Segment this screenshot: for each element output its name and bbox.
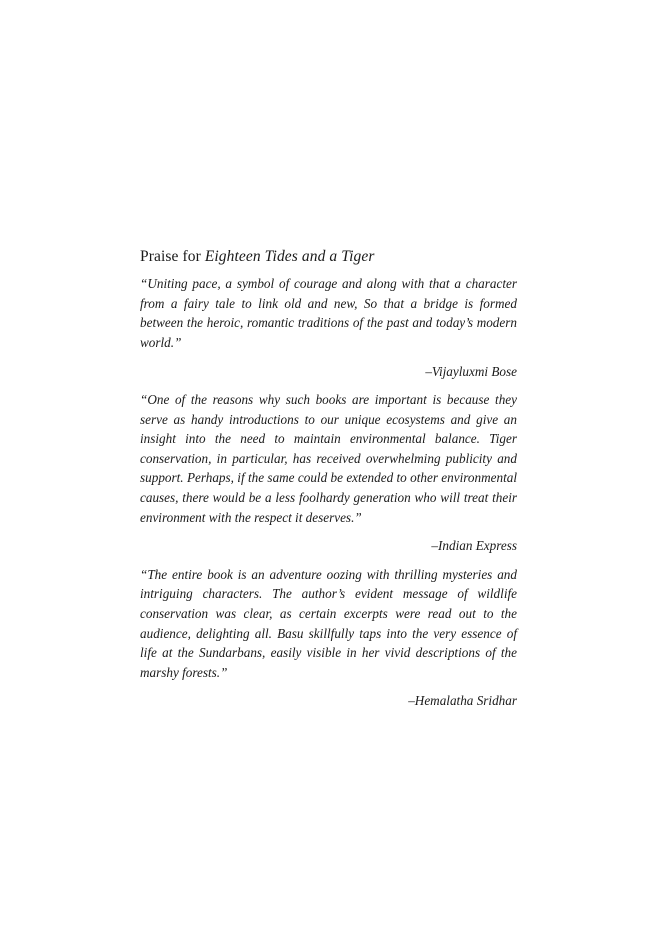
testimonial-quote-2: “One of the reasons why such books are important is because they serve as handy introductions to our unique ecosystems and give an insight into the need to maintain environmental balance. Tiger conservation, in particular, has received overwhelming publicity and support. Perhaps, if the same could be extended to other environmental causes, there would be a less foolhardy generation who will treat their environment with the respect it deserves.” [140, 391, 517, 525]
page-heading [140, 247, 517, 267]
testimonial-quote-1: “Uniting pace, a symbol of courage and along with that a character from a fairy tale to link old and new, So that a bridge is formed between the heroic, romantic traditions of the past and today’s modern world.” [140, 276, 517, 350]
heading-prefix: Praise for [140, 248, 205, 265]
testimonial-attribution-1: –Vijayluxmi Bose [425, 364, 517, 380]
testimonial-attribution-2: –Indian Express [431, 538, 517, 554]
testimonial-quote-3: “The entire book is an adventure oozing with thrilling mysteries and intriguing characters. The author’s evident message of wildlife conservation was clear, as certain excerpts were read out to the audience, delighting all. Basu skillfully taps into the very essence of life at the Sundarbans, easily visible in her vivid descriptions of the marshy forests.” [140, 566, 517, 680]
testimonial-attribution-3: –Hemalatha Sridhar [408, 693, 517, 709]
praise-page [140, 247, 517, 711]
book-title: Eighteen Tides and a Tiger [204, 248, 375, 265]
